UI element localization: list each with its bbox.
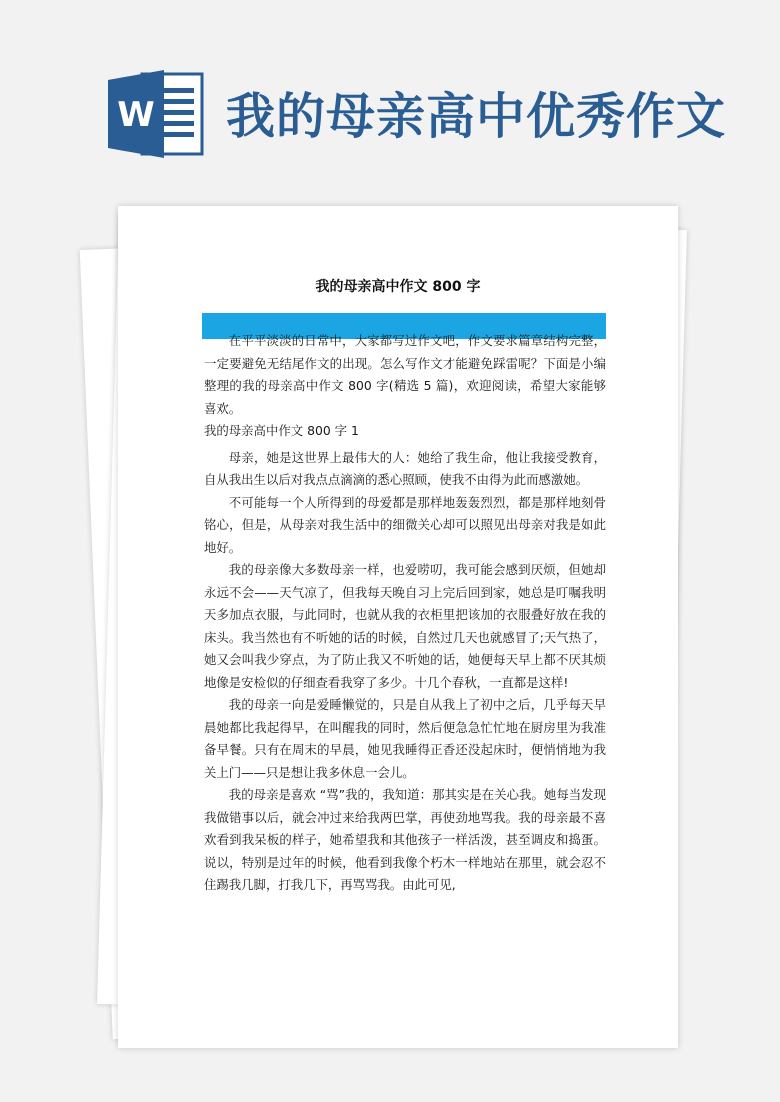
banner: [0, 0, 780, 190]
paragraph: 我的母亲一向是爱睡懒觉的，只是自从我上了初中之后，几乎每天早晨她都比我起得早，在叫醒我的同时，然后便急急忙忙地在厨房里为我准备早餐。只有在周末的早晨，她见我睡得正香还没起床时，便悄悄地为我关上门——只是想让我多休息一会儿。: [204, 697, 606, 780]
document-body: [204, 330, 606, 897]
paragraph: 母亲，她是这世界上最伟大的人：她给了我生命，他让我接受教育，自从我出生以后对我点点滴滴的悉心照顾，使我不由得为此而感激她。: [204, 449, 606, 487]
paragraph: 我的母亲是喜欢 “骂”我的，我知道：那其实是在关心我。她每当发现我做错事以后，就会冲过来给我两巴掌，再使劲地骂我。我的母亲最不喜欢看到我呆板的样子，她希望我和其他孩子一样活泼，甚至调皮和捣蛋。说以，特别是过年的时候，他看到我像个朽木一样地站在那里，就会忍不住踢我几脚，打我几下，再骂骂我。由此可见,: [204, 787, 606, 892]
section-heading: 我的母亲高中作文 800 字 1: [204, 423, 359, 438]
paragraph: 我的母亲像大多数母亲一样，也爱唠叨，我可能会感到厌烦，但她却永远不会——天气凉了，但我每天晚自习上完后回到家，她总是叮嘱我明天多加点衣服，与此同时，也就从我的衣柜里把该加的衣服叠好放在我的床头。我当然也有不听她的话的时候，自然过几天也就感冒了;天气热了，她又会叫我少穿点，为了防止我又不听她的话，她便每天早上都不厌其烦地像是安检似的仔细查看我穿了多少。十几个春秋，一直都是这样!: [204, 562, 606, 690]
word-document-icon: [108, 68, 208, 160]
banner-title: 我的母亲高中优秀作文: [226, 87, 727, 145]
document-title: 我的母亲高中作文 800 字: [315, 279, 481, 295]
word-icon-letter: W: [117, 95, 155, 135]
paragraph: 不可能每一个人所得到的母爱都是那样地轰轰烈烈，都是那样地刻骨铭心，但是，从母亲对我生活中的细微关心却可以照见出母亲对我是如此地好。: [204, 494, 606, 555]
document-page: [118, 206, 678, 1048]
paragraph: 在平平淡淡的日常中，大家都写过作文吧，作文要求篇章结构完整，一定要避免无结尾作文的出现。怎么写作文才能避免踩雷呢？下面是小编整理的我的母亲高中作文 800 字(精选 5 篇)，欢迎阅读，希望大家能够喜欢。: [204, 333, 606, 416]
